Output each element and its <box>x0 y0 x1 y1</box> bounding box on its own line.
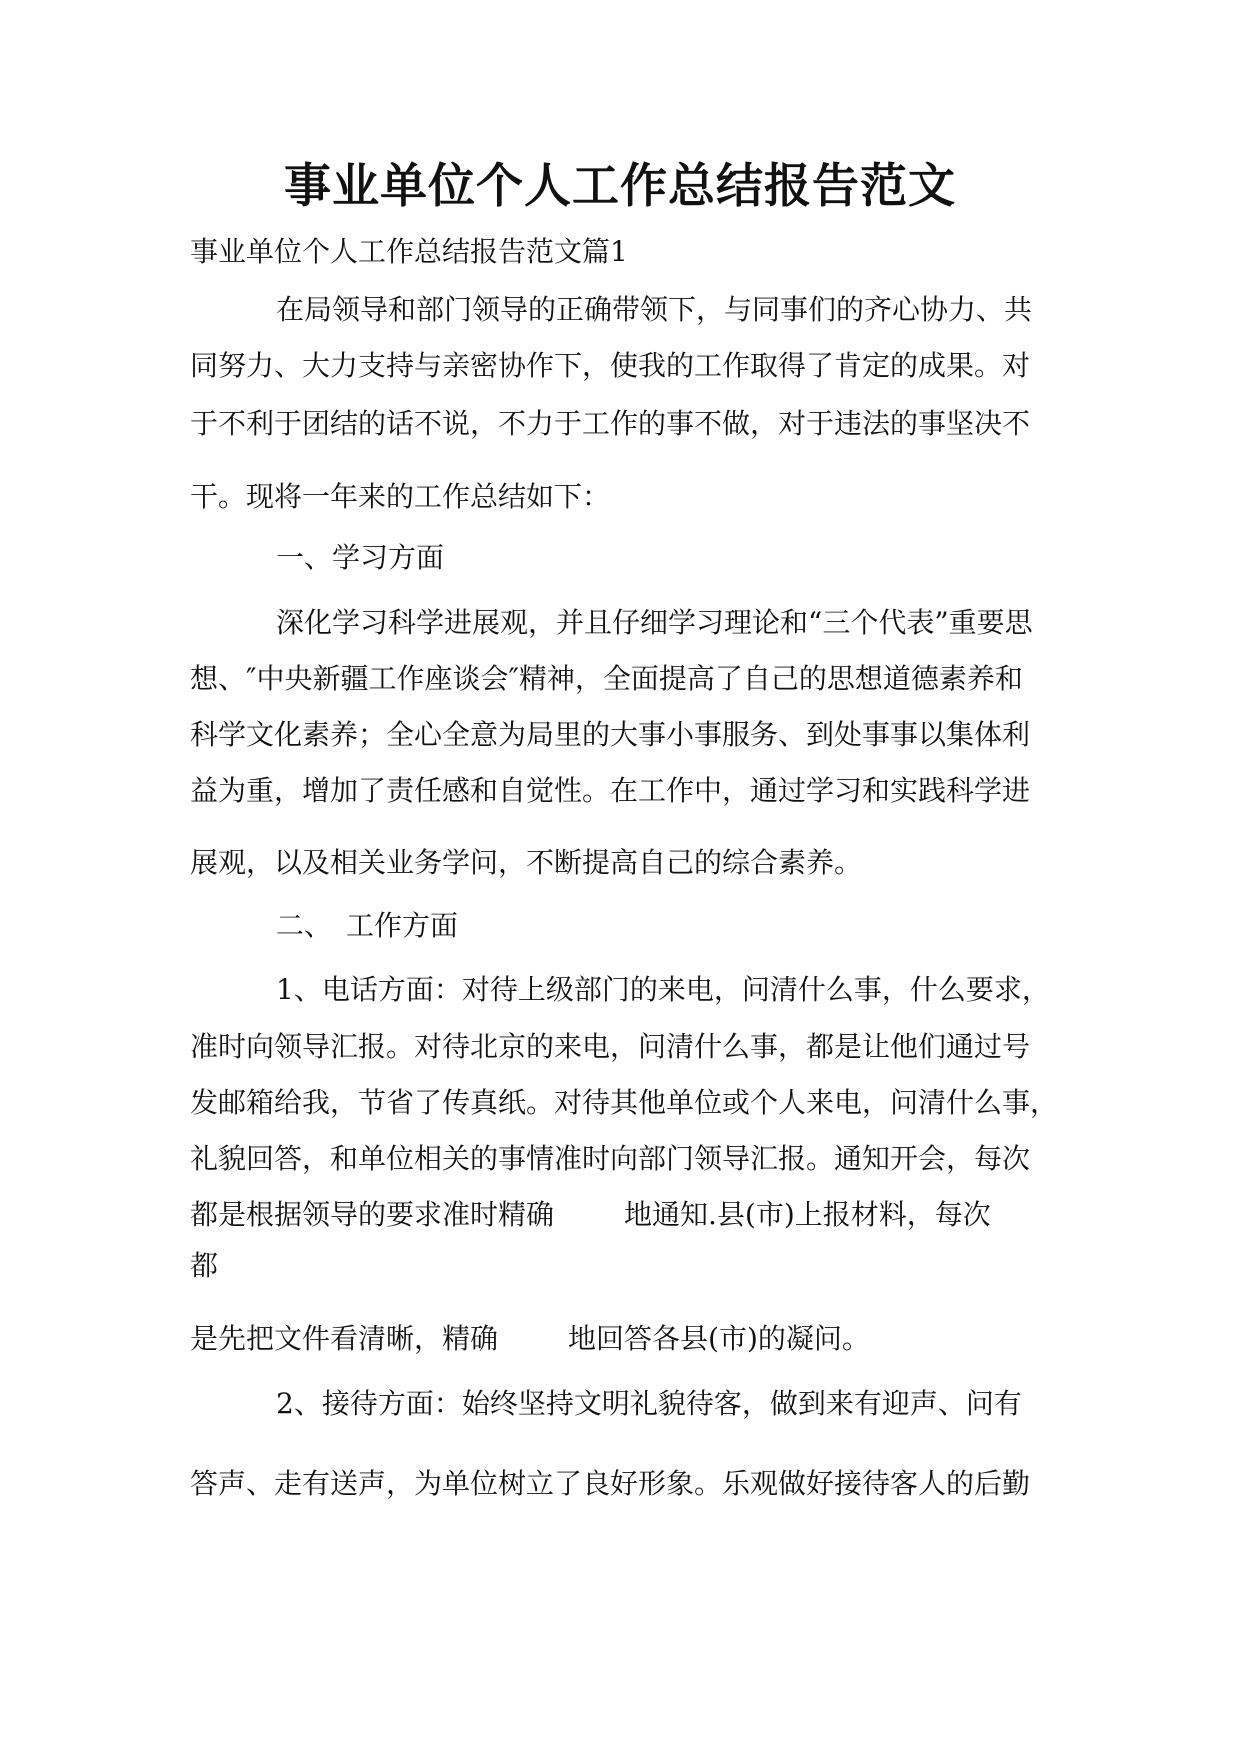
paragraph-line: 礼貌回答，和单位相关的事情准时向部门领导汇报。通知开会，每次 <box>190 1142 1031 1175</box>
paragraph-line: 在局领导和部门领导的正确带领下，与同事们的齐心协力、共 <box>276 293 1033 326</box>
paragraph-line: 答声、走有送声，为单位树立了良好形象。乐观做好接待客人的后勤 <box>190 1467 1031 1500</box>
paragraph-line: 展观，以及相关业务学问，不断提高自己的综合素养。 <box>190 846 863 879</box>
section-heading: 一、学习方面 <box>276 541 445 574</box>
paragraph-line <box>190 1195 991 1235</box>
paragraph-line: 科学文化素养；全心全意为局里的大事小事服务、到处事事以集体利 <box>190 718 1031 751</box>
paragraph-line: 准时向领导汇报。对待北京的来电，问清什么事，都是让他们通过号 <box>190 1030 1031 1063</box>
text-segment: 地通知.县(市)上报材料，每次 <box>624 1198 991 1231</box>
paragraph-line: 发邮箱给我，节省了传真纸。对待其他单位或个人来电，问清什么事， <box>190 1086 1059 1119</box>
paragraph-line: 干。现将一年来的工作总结如下： <box>190 480 611 513</box>
paragraph-line: 2、接待方面：始终坚持文明礼貌待客，做到来有迎声、问有 <box>276 1387 1022 1420</box>
paragraph-line: 都 <box>190 1249 219 1282</box>
section-heading: 二、 工作方面 <box>276 909 459 942</box>
paragraph-line: 于不利于团结的话不说，不力于工作的事不做，对于违法的事坚决不 <box>190 407 1031 440</box>
paragraph-line: 同努力、大力支持与亲密协作下，使我的工作取得了肯定的成果。对 <box>190 349 1031 382</box>
document-title: 事业单位个人工作总结报告范文 <box>284 159 956 214</box>
document-subtitle: 事业单位个人工作总结报告范文篇1 <box>190 235 628 268</box>
text-segment: 都是根据领导的要求准时精确 <box>190 1198 555 1231</box>
text-segment: 是先把文件看清晰，精确 <box>190 1322 499 1355</box>
paragraph-line: 想、″中央新疆工作座谈会″精神，全面提高了自己的思想道德素养和 <box>190 662 1023 695</box>
paragraph-line: 益为重，增加了责任感和自觉性。在工作中，通过学习和实践科学进 <box>190 774 1031 807</box>
paragraph-line <box>190 1319 870 1359</box>
paragraph-line: 深化学习科学进展观，并且仔细学习理论和“三个代表”重要思 <box>276 606 1033 639</box>
text-segment: 地回答各县(市)的凝问。 <box>568 1322 870 1355</box>
paragraph-line: 1、电话方面：对待上级部门的来电，问清什么事，什么要求， <box>276 973 1050 1006</box>
